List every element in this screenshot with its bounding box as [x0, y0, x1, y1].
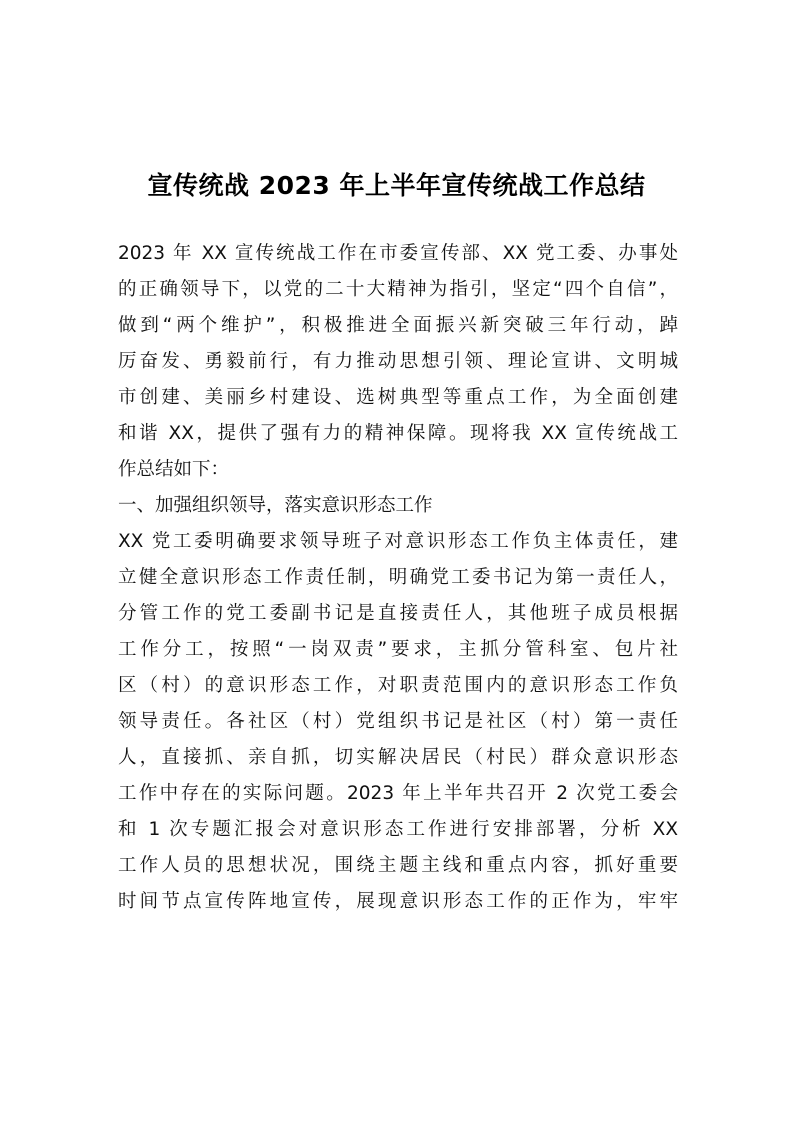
- body-line: 分管工作的党工委副书记是直接责任人，其他班子成员根据: [118, 603, 678, 624]
- body-line: 人，直接抓、亲自抓，切实解决居民（村民）群众意识形态: [118, 747, 678, 768]
- body-line: 2023 年 XX 宣传统战工作在市委宣传部、XX 党工委、办事处: [118, 243, 678, 264]
- body-line: 的正确领导下，以党的二十大精神为指引，坚定“四个自信”，: [118, 279, 678, 300]
- section-heading: 一、加强组织领导，落实意识形态工作: [118, 495, 433, 516]
- body-line: 工作人员的思想状况，围绕主题主线和重点内容，抓好重要: [118, 855, 678, 876]
- body-line: 立健全意识形态工作责任制，明确党工委书记为第一责任人，: [118, 567, 678, 588]
- body-line: 领导责任。各社区（村）党组织书记是社区（村）第一责任: [118, 711, 678, 732]
- body-line: 和谐 XX，提供了强有力的精神保障。现将我 XX 宣传统战工: [118, 423, 678, 444]
- body-line: XX 党工委明确要求领导班子对意识形态工作负主体责任，建: [118, 531, 678, 552]
- body-line: 工作中存在的实际问题。2023 年上半年共召开 2 次党工委会: [118, 783, 678, 804]
- document-body: [118, 236, 678, 920]
- document-title: 宣传统战 2023 年上半年宣传统战工作总结: [147, 171, 646, 200]
- body-line: 市创建、美丽乡村建设、选树典型等重点工作，为全面创建: [118, 387, 678, 408]
- body-line: 区（村）的意识形态工作，对职责范围内的意识形态工作负: [118, 675, 678, 696]
- body-line: 和 1 次专题汇报会对意识形态工作进行安排部署，分析 XX: [118, 819, 678, 840]
- body-line: 厉奋发、勇毅前行，有力推动思想引领、理论宣讲、文明城: [118, 351, 678, 372]
- body-line: 作总结如下：: [118, 459, 230, 480]
- body-line: 时间节点宣传阵地宣传，展现意识形态工作的正作为，牢牢: [118, 891, 678, 912]
- body-line: 工作分工，按照“一岗双责”要求，主抓分管科室、包片社: [118, 639, 678, 660]
- body-line: 做到“两个维护”，积极推进全面振兴新突破三年行动，踔: [118, 315, 678, 336]
